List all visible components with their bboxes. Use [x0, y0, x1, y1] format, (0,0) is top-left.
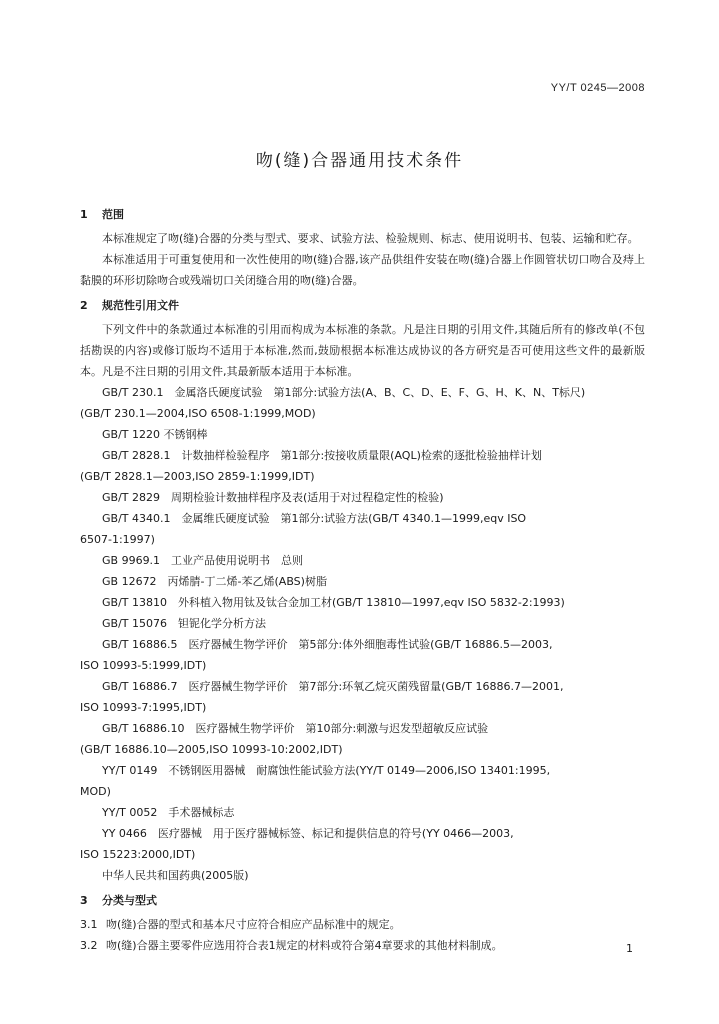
reference-title: YY 0466 医疗器械 用于医疗器械标签、标记和提供信息的符号(YY 0466—2003,: [102, 827, 514, 840]
reference-continuation: MOD): [80, 785, 111, 798]
reference-title: GB/T 15076 钽铌化学分析方法: [102, 617, 266, 630]
reference-item: [80, 865, 645, 886]
reference-title: GB/T 16886.5 医疗器械生物学评价 第5部分:体外细胞毒性试验(GB/T 16886.5—2003,: [102, 638, 553, 651]
reference-item: [80, 760, 645, 802]
reference-item: [80, 571, 645, 592]
section-number: 1: [80, 207, 88, 221]
section-title: 分类与型式: [102, 894, 157, 907]
reference-title: GB/T 230.1 金属洛氏硬度试验 第1部分:试验方法(A、B、C、D、E、F、G、H、K、N、T标尺): [102, 386, 586, 399]
reference-item: [80, 508, 645, 550]
reference-title: GB/T 2829 周期检验计数抽样程序及表(适用于对过程稳定性的检验): [102, 491, 444, 504]
clause-number: 3.1: [80, 918, 98, 931]
page-number: 1: [626, 942, 633, 955]
reference-title: GB/T 2828.1 计数抽样检验程序 第1部分:按接收质量限(AQL)检索的逐批检验抽样计划: [102, 449, 542, 462]
reference-continuation: (GB/T 2828.1—2003,ISO 2859-1:1999,IDT): [80, 470, 315, 483]
reference-title: GB/T 16886.7 医疗器械生物学评价 第7部分:环氧乙烷灭菌残留量(GB/T 16886.7—2001,: [102, 680, 564, 693]
reference-title: GB/T 1220 不锈钢棒: [102, 428, 208, 441]
reference-item: [80, 550, 645, 571]
reference-continuation: ISO 10993-7:1995,IDT): [80, 701, 207, 714]
section-number: 3: [80, 893, 88, 907]
reference-title: GB 9969.1 工业产品使用说明书 总则: [102, 554, 304, 567]
clause-text: 吻(缝)合器主要零件应选用符合表1规定的材料或符合第4章要求的其他材料制成。: [106, 939, 503, 952]
document-title: 吻(缝)合器通用技术条件: [255, 151, 464, 171]
reference-item: [80, 445, 645, 487]
reference-item: [80, 592, 645, 613]
reference-item: [80, 424, 645, 445]
reference-title: GB/T 13810 外科植入物用钛及钛合金加工材(GB/T 13810—1997,eqv ISO 5832-2:1993): [102, 596, 565, 609]
reference-continuation: ISO 15223:2000,IDT): [80, 848, 196, 861]
reference-continuation: (GB/T 16886.10—2005,ISO 10993-10:2002,IDT): [80, 743, 343, 756]
standard-code: YY/T 0245—2008: [550, 82, 645, 94]
reference-continuation: 6507-1:1997): [80, 533, 155, 546]
reference-list: [80, 382, 645, 886]
section-heading: [80, 888, 645, 912]
clause-number: 3.2: [80, 939, 98, 952]
document-body: [80, 200, 645, 956]
reference-item: [80, 487, 645, 508]
section-title: 规范性引用文件: [102, 299, 179, 312]
reference-item: [80, 718, 645, 760]
reference-title: 中华人民共和国药典(2005版): [102, 869, 249, 882]
reference-item: [80, 634, 645, 676]
clause: [80, 935, 645, 956]
reference-item: [80, 382, 645, 424]
paragraph: 本标准适用于可重复使用和一次性使用的吻(缝)合器,该产品供组件安装在吻(缝)合器上作圆管状切口吻合及痔上黏膜的环形切除吻合或残端切口关闭缝合用的吻(缝)合器。: [80, 253, 645, 287]
reference-title: GB 12672 丙烯腈-丁二烯-苯乙烯(ABS)树脂: [102, 575, 327, 588]
paragraph: 下列文件中的条款通过本标准的引用而构成为本标准的条款。凡是注日期的引用文件,其随后所有的修改单(不包括勘误的内容)或修订版均不适用于本标准,然而,鼓励根据本标准达成协议的各方研究是否可使用这些文件的最新版本。凡是不注日期的引用文件,其最新版本适用于本标准。: [80, 323, 645, 378]
clause: [80, 914, 645, 935]
reference-title: GB/T 16886.10 医疗器械生物学评价 第10部分:刺激与迟发型超敏反应试验: [102, 722, 489, 735]
reference-title: GB/T 4340.1 金属维氏硬度试验 第1部分:试验方法(GB/T 4340.1—1999,eqv ISO: [102, 512, 527, 525]
section-heading: [80, 202, 645, 226]
reference-item: [80, 676, 645, 718]
reference-item: [80, 823, 645, 865]
reference-continuation: (GB/T 230.1—2004,ISO 6508-1:1999,MOD): [80, 407, 316, 420]
section-title: 范围: [102, 208, 124, 221]
reference-title: YY/T 0149 不锈钢医用器械 耐腐蚀性能试验方法(YY/T 0149—2006,ISO 13401:1995,: [102, 764, 551, 777]
paragraph: 本标准规定了吻(缝)合器的分类与型式、要求、试验方法、检验规则、标志、使用说明书、包装、运输和贮存。: [102, 232, 639, 245]
reference-continuation: ISO 10993-5:1999,IDT): [80, 659, 207, 672]
reference-title: YY/T 0052 手术器械标志: [102, 806, 235, 819]
clause-text: 吻(缝)合器的型式和基本尺寸应符合相应产品标准中的规定。: [106, 918, 401, 931]
reference-item: [80, 802, 645, 823]
section-number: 2: [80, 298, 88, 312]
reference-item: [80, 613, 645, 634]
section-heading: [80, 293, 645, 317]
